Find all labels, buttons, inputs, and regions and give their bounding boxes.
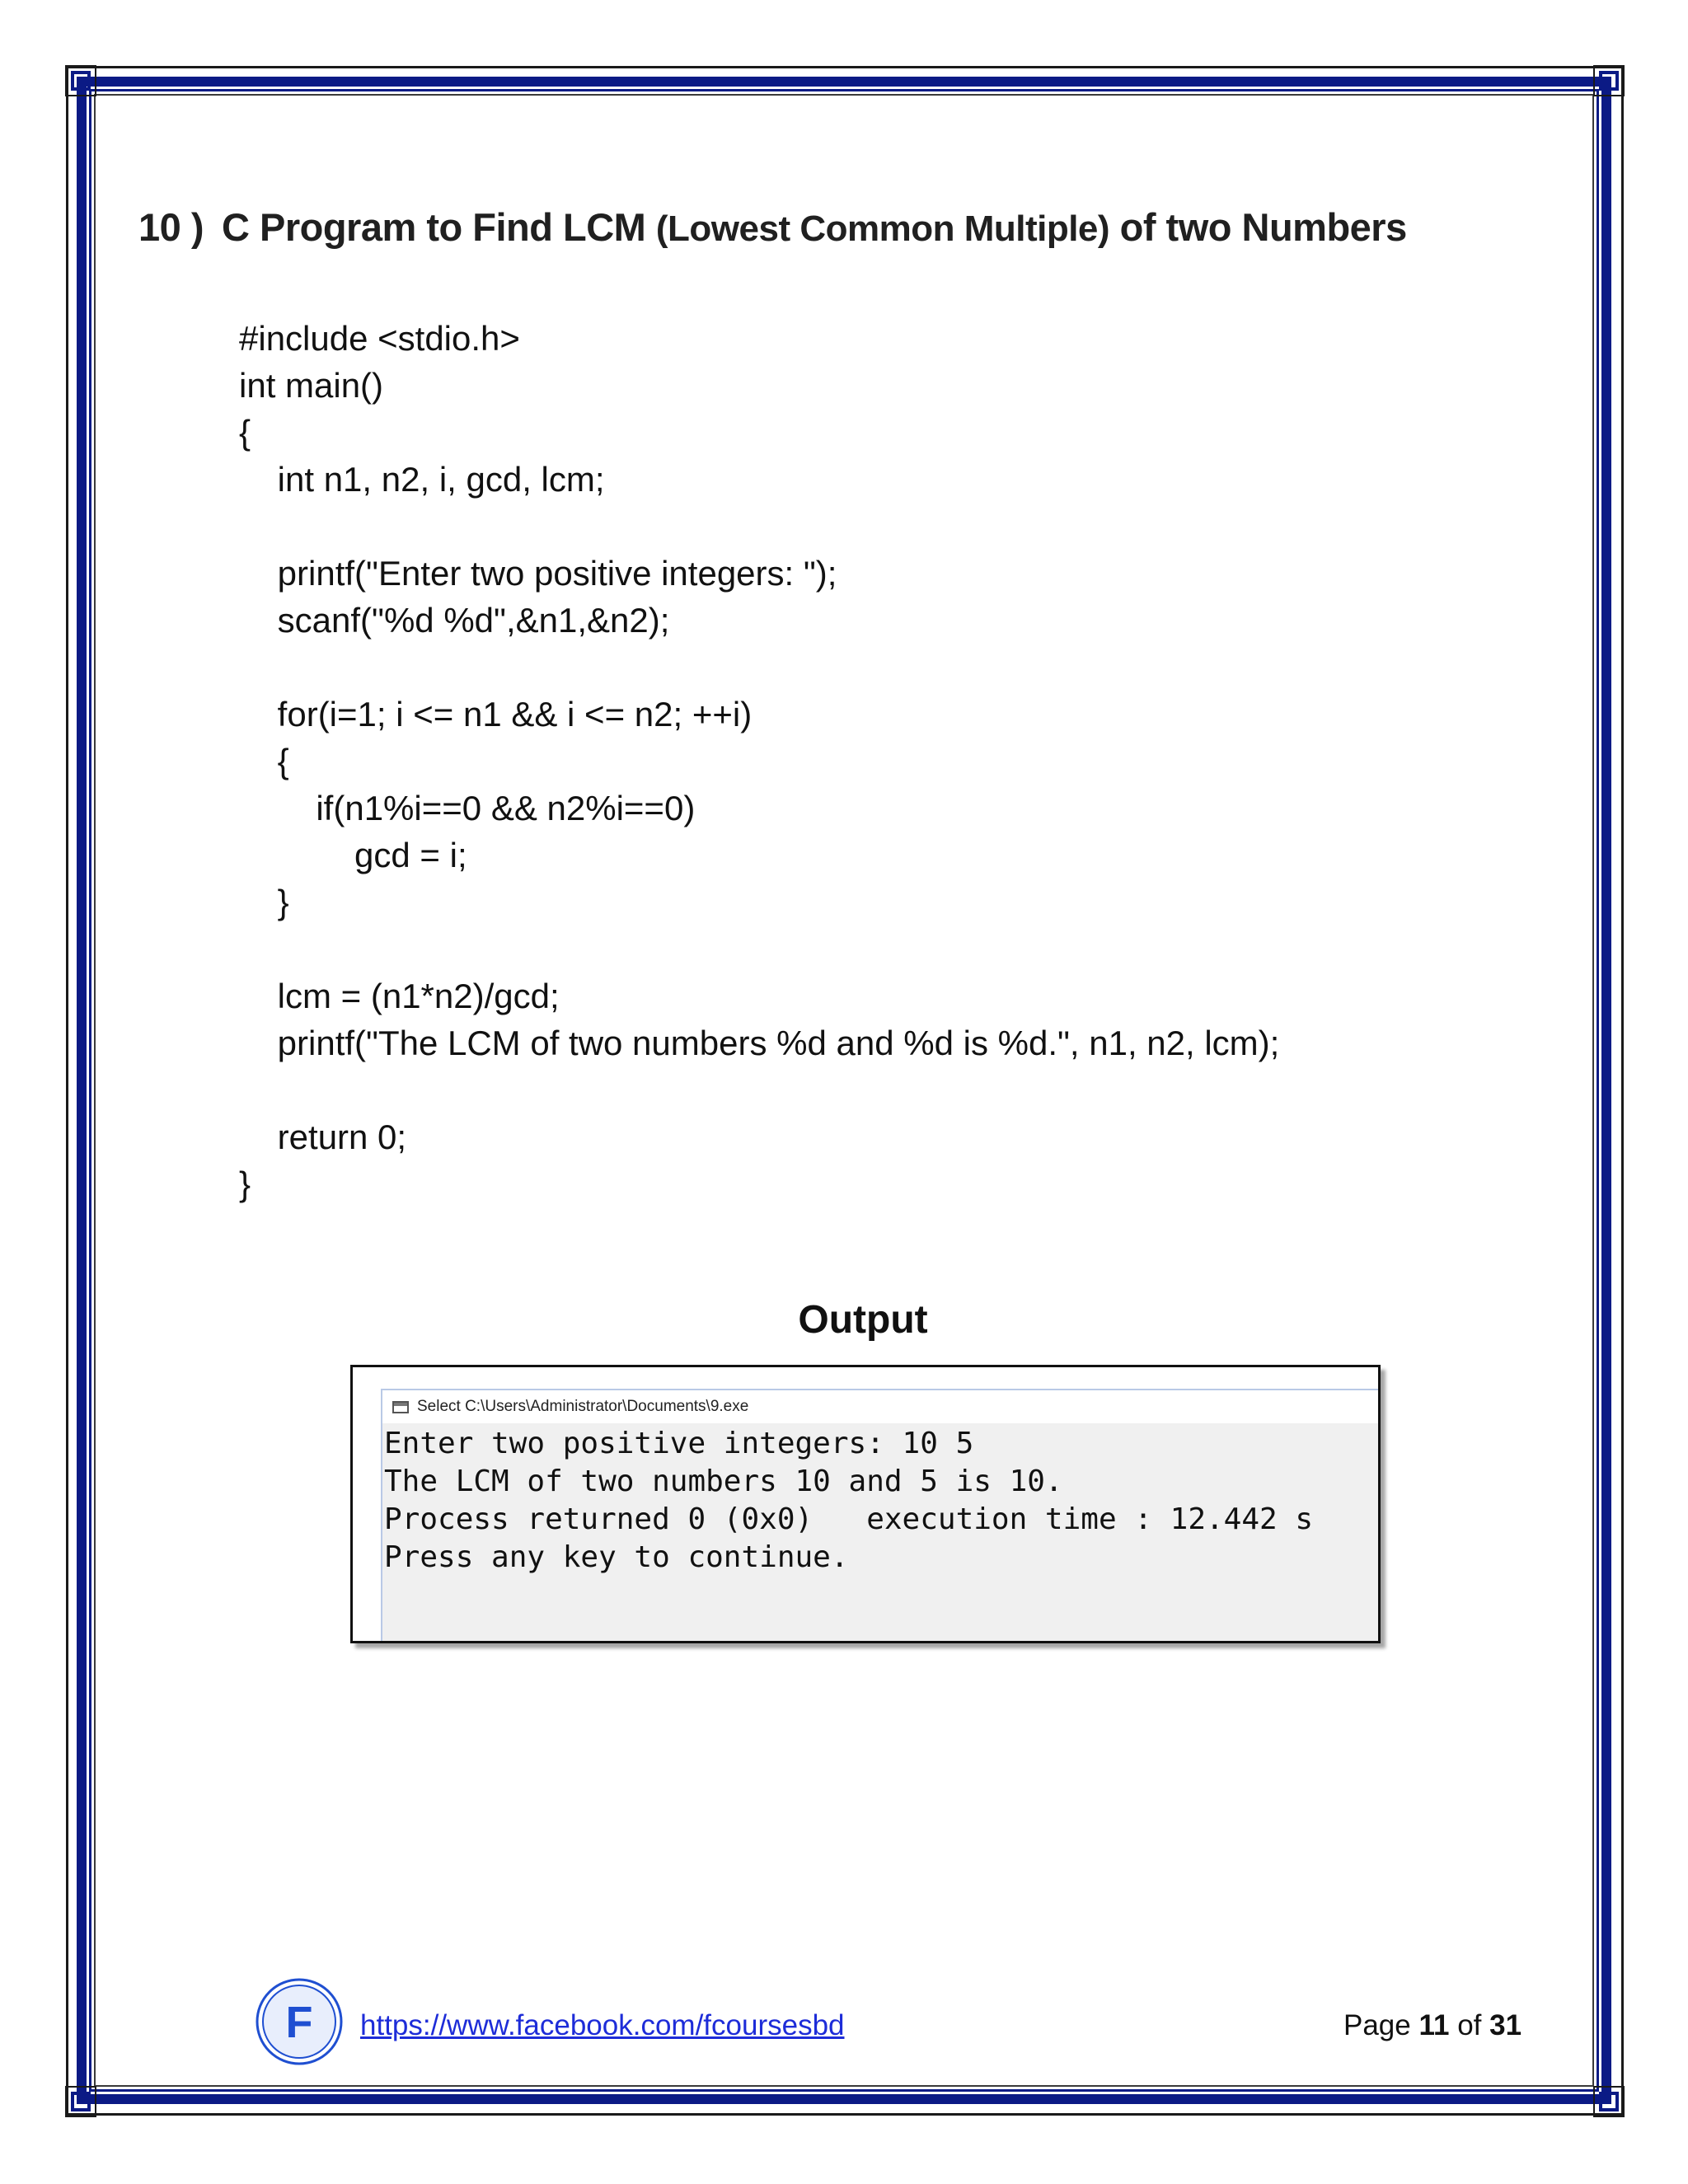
page-total: 31 <box>1489 2009 1522 2041</box>
code-line: printf("Enter two positive integers: "); <box>239 554 837 593</box>
corner-ornament-bottom-left <box>64 2085 97 2118</box>
page-of: of <box>1457 2009 1482 2041</box>
code-line: { <box>239 742 289 780</box>
console-app-icon <box>392 1401 409 1413</box>
code-line: return 0; <box>239 1118 407 1156</box>
console-line: The LCM of two numbers 10 and 5 is 10. <box>384 1465 1063 1498</box>
corner-ornament-top-left <box>64 64 97 97</box>
code-line: int n1, n2, i, gcd, lcm; <box>239 460 605 499</box>
facebook-link[interactable]: https://www.facebook.com/fcoursesbd <box>360 2009 845 2041</box>
code-line: if(n1%i==0 && n2%i==0) <box>239 789 696 827</box>
code-line <box>239 503 1279 550</box>
output-title: Output <box>798 1298 928 1342</box>
logo-letter: F <box>285 1998 313 2047</box>
page-prefix: Page <box>1343 2009 1411 2041</box>
code-line: lcm = (n1*n2)/gcd; <box>239 977 560 1015</box>
code-line: for(i=1; i <= n1 && i <= n2; ++i) <box>239 695 753 733</box>
page-current: 11 <box>1418 2009 1450 2041</box>
code-line <box>239 1066 1279 1113</box>
section-heading <box>138 204 1540 250</box>
console-line: Process returned 0 (0x0) execution time : 12.442 s <box>384 1502 1314 1536</box>
code-listing <box>239 315 1279 1207</box>
code-line: printf("The LCM of two numbers %d and %d is %d.", n1, n2, lcm); <box>239 1024 1280 1062</box>
console-line: Press any key to continue. <box>384 1540 849 1574</box>
code-line: gcd = i; <box>239 836 467 874</box>
console-output <box>382 1423 1378 1577</box>
code-line: int main() <box>239 366 384 405</box>
console-titlebar <box>382 1390 1378 1423</box>
console-window-title: Select C:\Users\Administrator\Documents\9.exe <box>417 1398 749 1415</box>
code-line <box>239 644 1279 691</box>
corner-ornament-bottom-right <box>1592 2085 1625 2118</box>
page-number <box>1343 2009 1522 2042</box>
code-line: { <box>239 413 251 452</box>
fcourses-logo-icon <box>254 1976 345 2067</box>
heading-title-end: of two Numbers <box>1119 205 1407 249</box>
code-line <box>239 926 1279 972</box>
code-line: } <box>239 883 289 921</box>
code-line: #include <stdio.h> <box>239 319 520 358</box>
heading-title-paren: (Lowest Common Multiple) <box>655 209 1110 249</box>
heading-title-start: C Program to Find LCM <box>222 205 646 249</box>
console-line: Enter two positive integers: 10 5 <box>384 1427 974 1460</box>
heading-number: 10 ) <box>138 205 204 249</box>
corner-ornament-top-right <box>1592 64 1625 97</box>
code-line: scanf("%d %d",&n1,&n2); <box>239 601 670 640</box>
console-window <box>381 1389 1378 1641</box>
console-screenshot <box>350 1365 1381 1643</box>
code-line: } <box>239 1165 251 1203</box>
